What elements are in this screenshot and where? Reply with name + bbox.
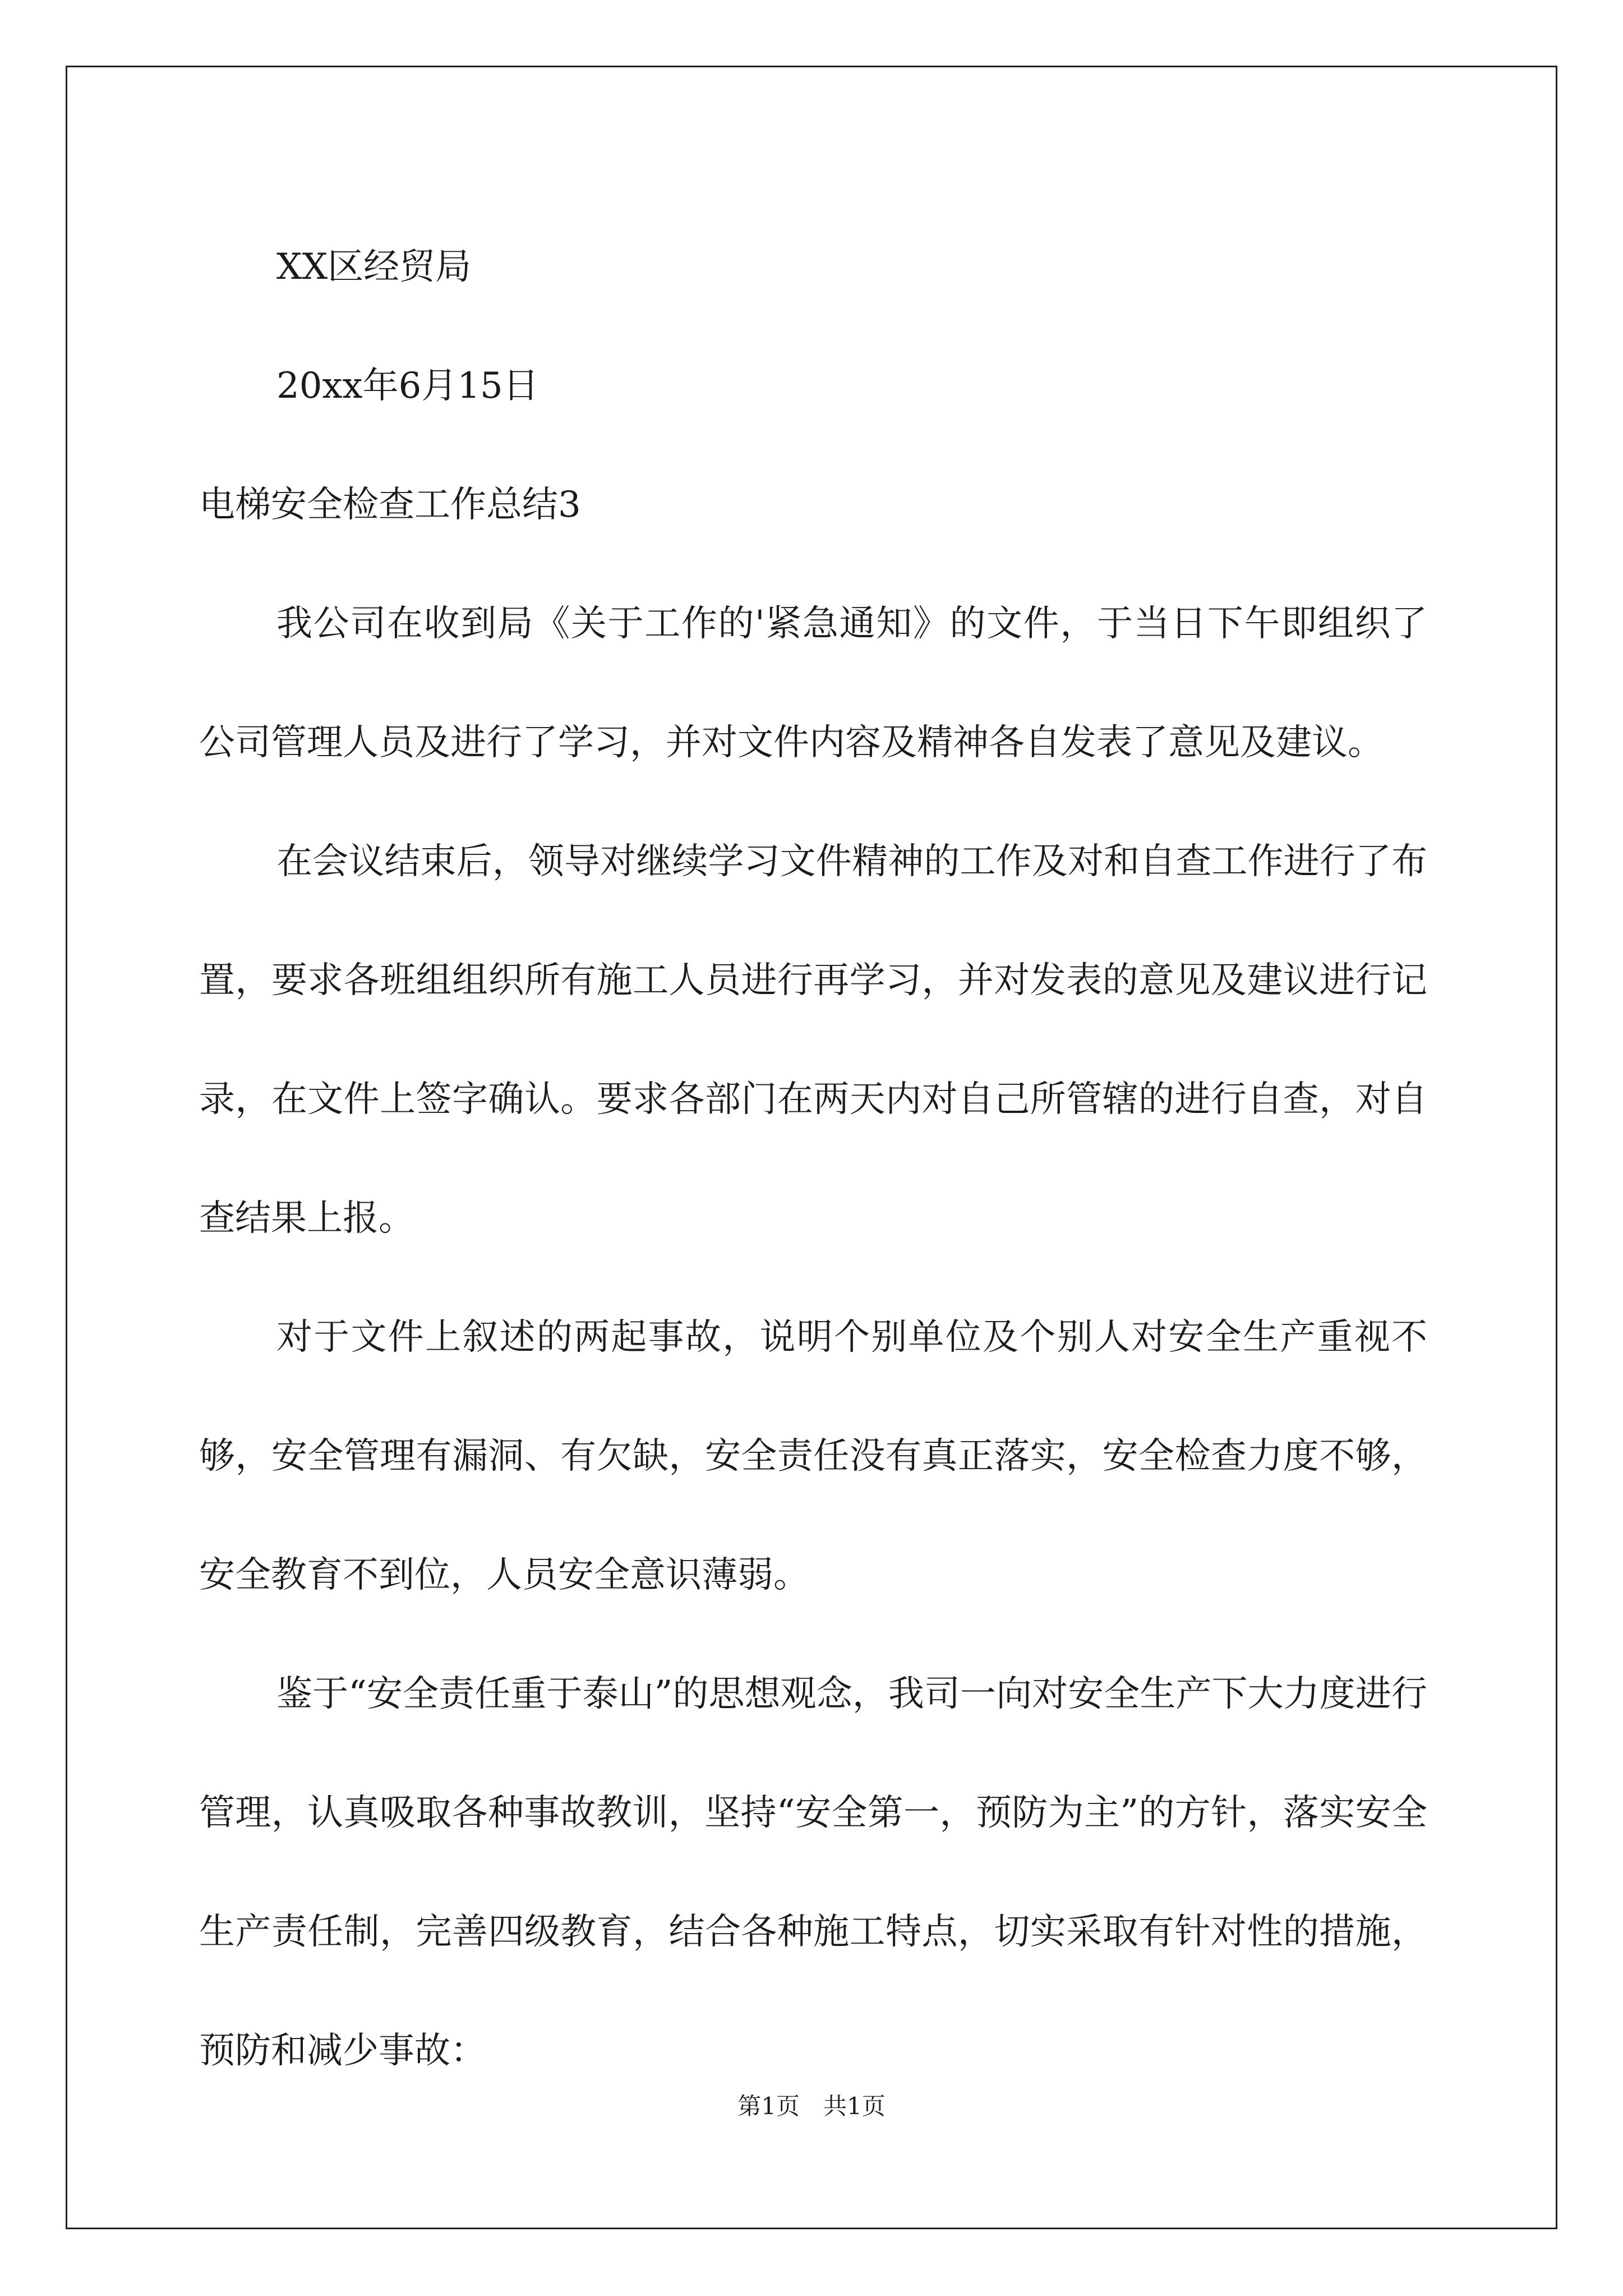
issue-date: 20xx年6月15日 <box>276 365 539 407</box>
document-body <box>199 208 1427 2110</box>
paragraph-4: 鉴于“安全责任重于泰山”的思想观念，我司一向对安全生产下大力度进行管理，认真吸取各种事故教训，坚持“安全第一，预防为主”的方针，落实安全生产责任制，完善四级教育，结合各种施工特点，切实采取有针对性的措施，预防和减少事故： <box>199 1673 1427 2072</box>
paragraph-3: 对于文件上叙述的两起事故，说明个别单位及个别人对安全生产重视不够，安全管理有漏洞、有欠缺，安全责任没有真正落实，安全检查力度不够，安全教育不到位，人员安全意识薄弱。 <box>199 1317 1427 1596</box>
page-footer: 第1页 共1页 <box>737 2092 886 2120</box>
paragraph-1: 我公司在收到局《关于工作的'紧急通知》的文件，于当日下午即组织了公司管理人员及进行了学习，并对文件内容及精神各自发表了意见及建议。 <box>199 603 1427 763</box>
issuing-organization: XX区经贸局 <box>276 246 472 288</box>
document-title: 电梯安全检查工作总结3 <box>199 484 581 526</box>
paragraph-2: 在会议结束后，领导对继续学习文件精神的工作及对和自查工作进行了布置，要求各班组组织所有施工人员进行再学习，并对发表的意见及建议进行记录，在文件上签字确认。要求各部门在两天内对自己所管辖的进行自查，对自查结果上报。 <box>199 841 1427 1239</box>
